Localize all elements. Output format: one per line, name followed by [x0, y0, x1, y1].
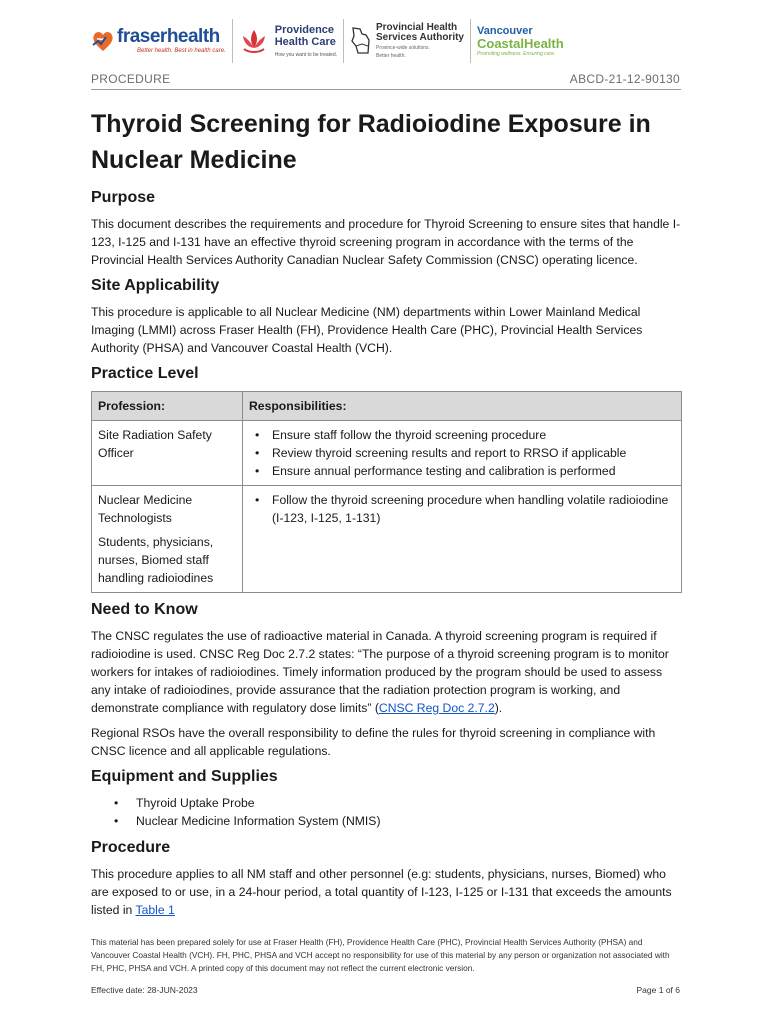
site-applicability-text: This procedure is applicable to all Nuclear Medicine (NM) departments within Lower Mainland Medical Imaging (LMMI) across Fraser Health (FH), Providence Health Care (PHC), Provincial Health Services Authority (PHSA) and Vancouver Coastal Health (VCH).	[91, 305, 643, 355]
equipment-list	[91, 794, 682, 830]
site-applicability-section	[91, 276, 682, 357]
practice-level-table	[91, 391, 682, 593]
phsa-name-line2: Services Authority	[376, 32, 464, 43]
list-item: • Review thyroid screening results and report to RRSO if applicable	[249, 444, 675, 462]
procedure-body: This procedure applies to all NM staff and other personnel (e.g: students, physicians, nurses, Biomed) who are exposed to or use, in a 24-hour period, a total quantity of I-123, I-125 or I-131 that exceeds the amounts listed in	[91, 867, 672, 917]
logo-divider	[343, 19, 344, 63]
profession-label: Site Radiation Safety Officer	[98, 428, 212, 460]
profession-cell	[92, 421, 243, 486]
table-header-row	[92, 392, 682, 421]
providence-tagline: How you want to be treated.	[274, 52, 337, 58]
document-type: PROCEDURE	[91, 72, 171, 86]
equipment-section	[91, 767, 682, 830]
logo-divider	[232, 19, 233, 63]
procedure-heading: Procedure	[91, 839, 171, 856]
providence-name-line1: Providence	[274, 24, 335, 36]
list-item: • Ensure staff follow the thyroid screening procedure	[249, 426, 675, 444]
partner-logos	[92, 14, 564, 68]
list-item: • Follow the thyroid screening procedure when handling volatile radioiodine (I-123, I-125, 1-131)	[249, 491, 675, 527]
profession-extra-label: Students, physicians, nurses, Biomed staff handling radioiodines	[98, 535, 214, 585]
profession-cell	[92, 486, 243, 593]
equipment-heading: Equipment and Supplies	[91, 768, 278, 785]
responsibilities-cell	[243, 421, 682, 486]
fraser-health-tagline: Better health. Best in health care.	[137, 48, 226, 54]
cnsc-reg-doc-link[interactable]: CNSC Reg Doc 2.7.2	[378, 701, 495, 715]
table-row	[92, 486, 682, 593]
list-item: • Ensure annual performance testing and calibration is performed	[249, 462, 675, 480]
fraser-health-heart-icon	[92, 29, 114, 53]
need-to-know-section	[91, 600, 682, 760]
practice-level-section	[91, 364, 682, 593]
page-title: Thyroid Screening for Radioiodine Exposure in Nuclear Medicine	[91, 110, 651, 174]
purpose-section	[91, 188, 682, 269]
table-1-link[interactable]: Table 1	[135, 903, 175, 917]
list-item: • Nuclear Medicine Information System (NMIS)	[91, 812, 682, 830]
phsa-logo	[350, 14, 464, 68]
need-to-know-heading: Need to Know	[91, 601, 198, 618]
need-to-know-text: The CNSC regulates the use of radioactive material in Canada. A thyroid screening program is required if radioiodine is used. CNSC Reg Doc 2.7.2 states: “The purpose of a thyroid screening program is to monitor workers for intakes of radioiodines. Timely information produced by the program should be used to assess any intake of radioiodines, provide assurance that the radiation protection program is working, and demonstrate compliance with regulatory dose limits” (	[91, 629, 669, 715]
responsibilities-column-header: Responsibilities:	[243, 392, 682, 421]
list-item: • Thyroid Uptake Probe	[91, 794, 682, 812]
vch-name-line1: Vancouver	[477, 25, 533, 37]
responsibilities-list	[249, 491, 675, 527]
responsibilities-cell	[243, 486, 682, 593]
document-id: ABCD-21-12-90130	[569, 72, 680, 86]
practice-level-heading: Practice Level	[91, 365, 199, 382]
profession-column-header: Profession:	[92, 392, 243, 421]
phsa-tagline-line2: Better health.	[376, 53, 406, 59]
procedure-section	[91, 838, 682, 919]
fraser-health-logo	[92, 14, 226, 68]
footer-disclaimer: This material has been prepared solely for use at Fraser Health (FH), Providence Health Care (PHC), Provincial Health Services Authority (PHSA) and Vancouver Coastal Health (VCH). FH, PHC, PHSA and VCH accept no responsibility for use of this material by any person or organization not associated with FH, PHC, PHSA and VCH. A printed copy of this document may not reflect the current electronic version.	[91, 937, 670, 973]
providence-lotus-icon	[239, 26, 269, 56]
page-number: Page 1 of 6	[636, 985, 680, 995]
need-to-know-text-end: ).	[494, 701, 503, 715]
logo-divider	[470, 19, 471, 63]
header-divider	[91, 89, 681, 90]
vch-name-line2: CoastalHealth	[477, 36, 564, 51]
purpose-heading: Purpose	[91, 189, 156, 206]
table-row	[92, 421, 682, 486]
document-body	[91, 106, 682, 926]
bc-map-icon	[350, 26, 372, 56]
need-to-know-paragraph-1	[91, 627, 682, 717]
profession-label: Nuclear Medicine Technologists	[98, 493, 193, 525]
responsibilities-list	[249, 426, 675, 480]
phsa-tagline-line1: Province-wide solutions.	[376, 45, 430, 51]
site-applicability-heading: Site Applicability	[91, 277, 220, 294]
vch-tagline: Promoting wellness. Ensuring care.	[477, 51, 556, 57]
phsa-name-line1: Provincial Health	[376, 22, 458, 33]
vch-logo	[477, 14, 564, 68]
fraser-health-name: fraserhealth	[117, 26, 220, 47]
effective-date: Effective date: 28-JUN-2023	[91, 985, 198, 995]
providence-logo	[239, 14, 337, 68]
purpose-text: This document describes the requirements and procedure for Thyroid Screening to ensure sites that handle I-123, I-125 and I-131 have an effective thyroid screening program in accordance with the terms of the Provincial Health Services Authority Canadian Nuclear Safety Commission (CNSC) operating licence.	[91, 217, 681, 267]
providence-name-line2: Health Care	[274, 36, 336, 48]
need-to-know-paragraph-2: Regional RSOs have the overall responsibility to define the rules for thyroid screening in compliance with CNSC licence and all applicable regulations.	[91, 726, 656, 758]
procedure-text	[91, 865, 682, 919]
